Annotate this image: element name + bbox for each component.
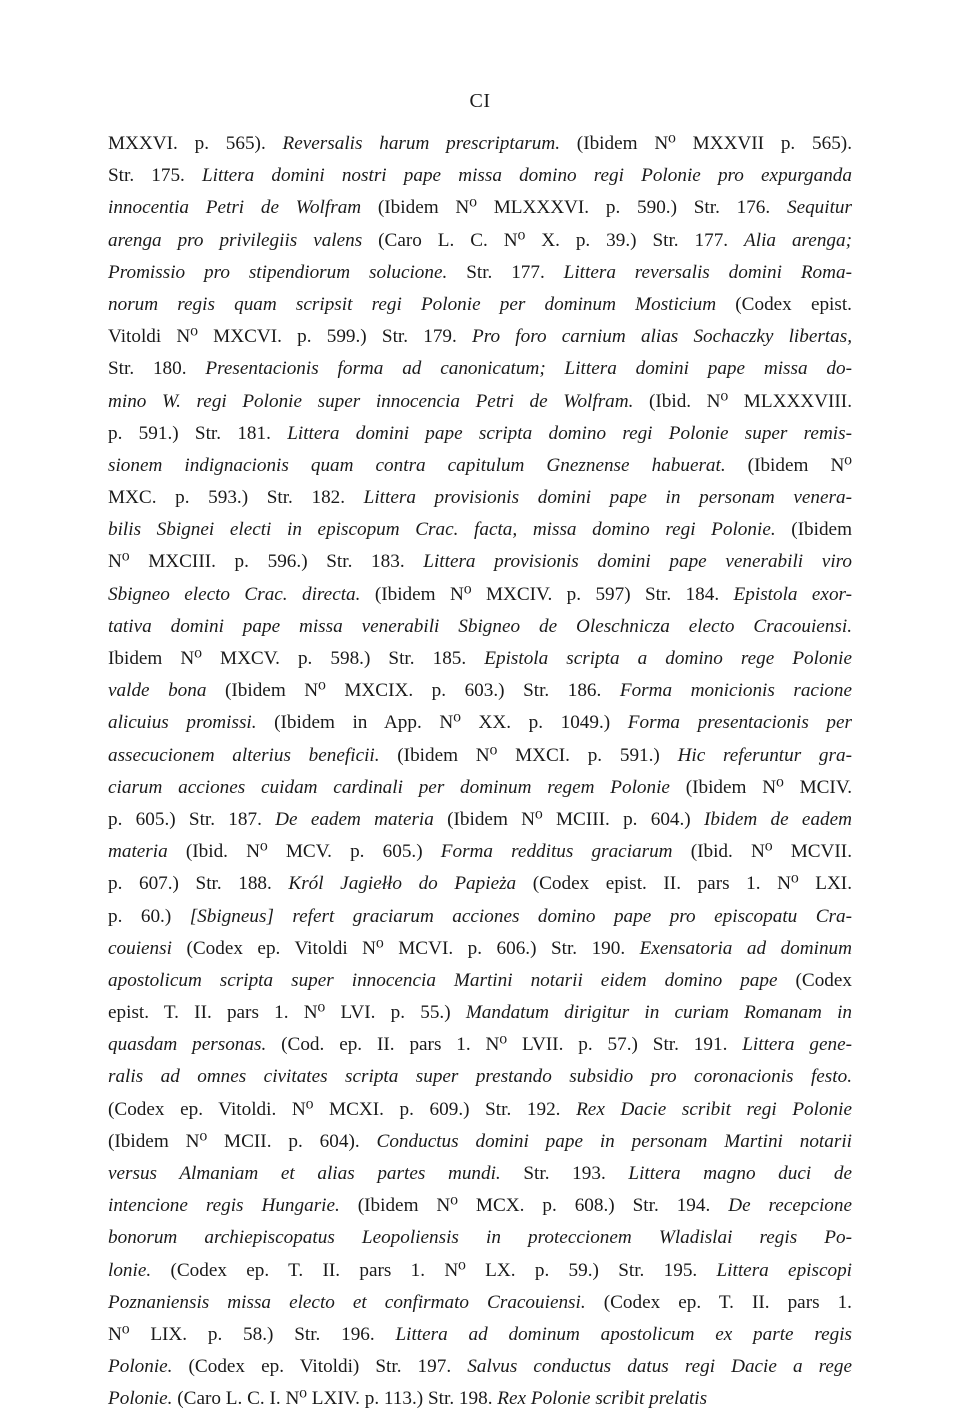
text-line — [108, 1383, 852, 1415]
text-segment: (Codex ep. Vitoldi) Str. 197. — [172, 1356, 468, 1378]
body-text — [108, 128, 852, 1416]
text-segment: (Ibidem in App. N⁰ XX. p. 1049.) — [256, 712, 628, 734]
italic-text-segment: sionem indignacionis quam contra capitulum Gneznense habuerat. — [108, 454, 726, 476]
text-line — [108, 546, 852, 578]
italic-text-segment: alicuius promissi. — [108, 712, 257, 734]
italic-text-segment: assecucionem alterius beneficii. — [108, 744, 380, 766]
italic-text-segment: lonie. — [108, 1259, 152, 1281]
text-line — [108, 192, 852, 224]
text-line — [108, 836, 852, 868]
text-segment: (Ibid. N⁰ MCV. p. 605.) — [167, 841, 441, 863]
text-segment: (Codex epist. — [716, 293, 852, 315]
text-line — [108, 450, 852, 482]
italic-text-segment: valde bona — [108, 680, 207, 702]
text-line — [108, 965, 852, 997]
text-segment: (Codex ep. T. II. pars 1. — [585, 1291, 852, 1313]
italic-text-segment: Epistola exor- — [733, 583, 853, 605]
italic-text-segment: Littera episcopi — [716, 1259, 852, 1281]
text-segment: Str. 177. — [447, 261, 564, 283]
text-line — [108, 1255, 852, 1287]
italic-text-segment: Forma redditus graciarum — [440, 841, 673, 863]
italic-text-segment: Exensatoria ad dominum — [639, 937, 852, 959]
text-line — [108, 353, 852, 385]
text-segment: p. 607.) Str. 188. — [108, 873, 289, 895]
text-segment: (Ibidem N⁰ MXCI. p. 591.) — [379, 744, 678, 766]
text-line — [108, 901, 852, 933]
text-line — [108, 1061, 852, 1093]
text-segment: (Codex epist. II. pars 1. N⁰ LXI. — [516, 873, 852, 895]
text-segment: (Ibidem N⁰ — [725, 454, 852, 476]
text-line — [108, 1029, 852, 1061]
italic-text-segment: Ibidem de eadem — [703, 808, 852, 830]
italic-text-segment: Polonie. — [108, 1356, 173, 1378]
text-segment: (Ibidem N⁰ MXCIX. p. 603.) Str. 186. — [206, 680, 620, 702]
text-segment: Str. 193. — [500, 1163, 629, 1184]
italic-text-segment: Rex Polonie scribit prelatis — [497, 1388, 708, 1410]
italic-text-segment: Promissio pro stipendiorum solucione. — [108, 261, 448, 283]
text-segment: (Ibidem N⁰ MCIV. — [669, 776, 852, 798]
text-line — [108, 386, 852, 418]
italic-text-segment: Littera ad dominum apostolicum ex parte regis — [395, 1323, 852, 1345]
italic-text-segment: mino W. regi Polonie super innocencia Petri de Wolfram. — [108, 390, 634, 412]
text-segment: MXXVI. p. 565). — [108, 133, 283, 154]
text-line — [108, 1190, 852, 1222]
italic-text-segment: Sbigneo electo Crac. directa. — [108, 583, 361, 605]
text-segment: (Codex ep. T. II. pars 1. N⁰ LX. p. 59.) Str. 195. — [151, 1259, 717, 1281]
italic-text-segment: norum regis quam scripsit regi Polonie per dominum Mosticium — [108, 293, 717, 315]
italic-text-segment: Polonie. — [108, 1388, 173, 1410]
italic-text-segment: Littera reversalis domini Roma- — [563, 261, 852, 283]
italic-text-segment: versus Almaniam et alias partes mundi. — [108, 1163, 501, 1184]
text-segment: (Ibidem N⁰ MCX. p. 608.) Str. 194. — [339, 1195, 729, 1217]
italic-text-segment: Littera domini pape scripta domino regi Polonie super remis- — [287, 422, 852, 444]
text-segment: (Codex ep. Vitoldi N⁰ MCVI. p. 606.) Str. 190. — [171, 937, 640, 959]
text-segment: p. 591.) Str. 181. — [108, 422, 288, 444]
text-line — [108, 643, 852, 675]
text-segment: Str. 180. — [108, 358, 206, 380]
italic-text-segment: arenga pro privilegiis valens — [108, 229, 363, 251]
text-segment: (Ibidem N⁰ MXXVII p. 565). — [560, 133, 852, 154]
text-line — [108, 1126, 852, 1158]
italic-text-segment: ralis ad omnes civitates scripta super prestando subsidio pro coronacionis festo. — [108, 1066, 852, 1088]
text-segment: (Ibidem — [775, 519, 853, 541]
text-line — [108, 772, 852, 804]
text-line — [108, 225, 852, 257]
italic-text-segment: Sequitur — [786, 197, 852, 219]
italic-text-segment: Król Jagiełło do Papieża — [288, 873, 517, 895]
italic-text-segment: Rex Dacie scribit regi Polonie — [576, 1098, 852, 1120]
text-segment: p. 60.) — [108, 905, 190, 927]
text-segment: epist. T. II. pars 1. N⁰ LVI. p. 55.) — [108, 1002, 466, 1024]
italic-text-segment: Poznaniensis missa electo et confirmato Cracouiensi. — [108, 1291, 586, 1313]
text-segment: (Ibidem N⁰ MLXXXVI. p. 590.) Str. 176. — [361, 197, 787, 219]
italic-text-segment: Alia arenga; — [744, 229, 852, 251]
text-segment: p. 605.) Str. 187. — [108, 808, 276, 830]
italic-text-segment: quasdam personas. — [108, 1034, 267, 1056]
italic-text-segment: apostolicum scripta super innocencia Martini notarii eidem domino pape — [108, 969, 778, 991]
text-segment: (Ibidem N⁰ MXCIV. p. 597) Str. 184. — [360, 583, 734, 605]
text-line — [108, 997, 852, 1029]
italic-text-segment: Epistola scripta a domino rege Polonie — [484, 648, 853, 669]
italic-text-segment: Forma presentacionis per — [627, 712, 852, 734]
text-line — [108, 1094, 852, 1126]
text-line — [108, 707, 852, 739]
text-line — [108, 514, 852, 546]
italic-text-segment: Littera magno duci de — [628, 1163, 852, 1184]
text-line — [108, 1158, 852, 1190]
italic-text-segment: Littera provisionis domini pape in personam venera- — [363, 487, 852, 509]
text-segment: MXC. p. 593.) Str. 182. — [108, 487, 364, 509]
italic-text-segment: Forma monicionis racione — [619, 680, 852, 702]
italic-text-segment: intencione regis Hungarie. — [108, 1195, 340, 1217]
text-line — [108, 1319, 852, 1351]
text-line — [108, 321, 852, 353]
italic-text-segment: Presentacionis forma ad canonicatum; Littera domini pape missa do- — [205, 358, 852, 380]
text-line — [108, 740, 852, 772]
text-segment: (Caro L. C. N⁰ X. p. 39.) Str. 177. — [362, 229, 745, 251]
text-line — [108, 1351, 852, 1383]
text-line — [108, 579, 852, 611]
text-segment: N⁰ MXCIII. p. 596.) Str. 183. — [108, 551, 424, 573]
italic-text-segment: couiensi — [108, 937, 172, 959]
text-segment: (Ibidem N⁰ MCIII. p. 604.) — [433, 808, 704, 830]
text-segment: Str. 175. — [108, 165, 202, 187]
text-line — [108, 933, 852, 965]
italic-text-segment: Pro foro carnium alias Sochaczky libertas, — [472, 326, 852, 348]
text-line — [108, 257, 852, 289]
italic-text-segment: innocentia Petri de Wolfram — [108, 197, 362, 219]
italic-text-segment: De recepcione — [728, 1195, 852, 1217]
text-segment: (Ibid. N⁰ MLXXXVIII. — [633, 390, 852, 412]
italic-text-segment: Salvus conductus datus regi Dacie a rege — [467, 1356, 852, 1378]
text-segment: (Ibidem N⁰ MCII. p. 604). — [108, 1130, 377, 1152]
italic-text-segment: Littera domini nostri pape missa domino regi Polonie pro expurganda — [202, 165, 852, 187]
italic-text-segment: De eadem materia — [275, 808, 434, 830]
italic-text-segment: bonorum archiepiscopatus Leopoliensis in proteccionem Wladislai regis Po- — [108, 1227, 852, 1249]
italic-text-segment: Littera provisionis domini pape venerabili viro — [423, 551, 852, 573]
text-line — [108, 289, 852, 321]
text-line — [108, 611, 852, 643]
text-segment: (Cod. ep. II. pars 1. N⁰ LVII. p. 57.) Str. 191. — [266, 1034, 743, 1056]
text-segment: Vitoldi N⁰ MXCVI. p. 599.) Str. 179. — [108, 326, 473, 348]
text-segment: (Codex ep. Vitoldi. N⁰ MCXI. p. 609.) Str. 192. — [108, 1098, 577, 1120]
italic-text-segment: Hic referuntur gra- — [677, 744, 852, 766]
text-segment: Ibidem N⁰ MXCV. p. 598.) Str. 185. — [108, 648, 485, 669]
text-line — [108, 1222, 852, 1254]
italic-text-segment: Reversalis harum prescriptarum. — [282, 133, 561, 154]
italic-text-segment: [Sbigneus] refert graciarum acciones domino pape pro episcopatu Cra- — [189, 905, 852, 927]
text-segment: (Codex — [777, 969, 852, 991]
text-line — [108, 868, 852, 900]
italic-text-segment: Littera gene- — [742, 1034, 852, 1056]
text-line — [108, 128, 852, 160]
text-segment: (Ibid. N⁰ MCVII. — [672, 841, 852, 863]
text-line — [108, 804, 852, 836]
italic-text-segment: bilis Sbignei electi in episcopum Crac. facta, missa domino regi Polonie. — [108, 519, 776, 541]
italic-text-segment: materia — [108, 841, 168, 863]
italic-text-segment: Mandatum dirigitur in curiam Romanam in — [465, 1002, 852, 1024]
page-number: CI — [469, 90, 491, 112]
text-line — [108, 675, 852, 707]
italic-text-segment: tativa domini pape missa venerabili Sbigneo de Oleschnicza electo Cracouiensi. — [108, 615, 852, 637]
text-segment: N⁰ LIX. p. 58.) Str. 196. — [108, 1323, 396, 1345]
italic-text-segment: Conductus domini pape in personam Martini notarii — [376, 1130, 852, 1152]
italic-text-segment: ciarum acciones cuidam cardinali per dominum regem Polonie — [108, 776, 670, 798]
text-segment: (Caro L. C. I. N⁰ LXIV. p. 113.) Str. 198. — [172, 1388, 498, 1410]
text-line — [108, 482, 852, 514]
text-line — [108, 160, 852, 192]
text-line — [108, 1287, 852, 1319]
text-line — [108, 418, 852, 450]
